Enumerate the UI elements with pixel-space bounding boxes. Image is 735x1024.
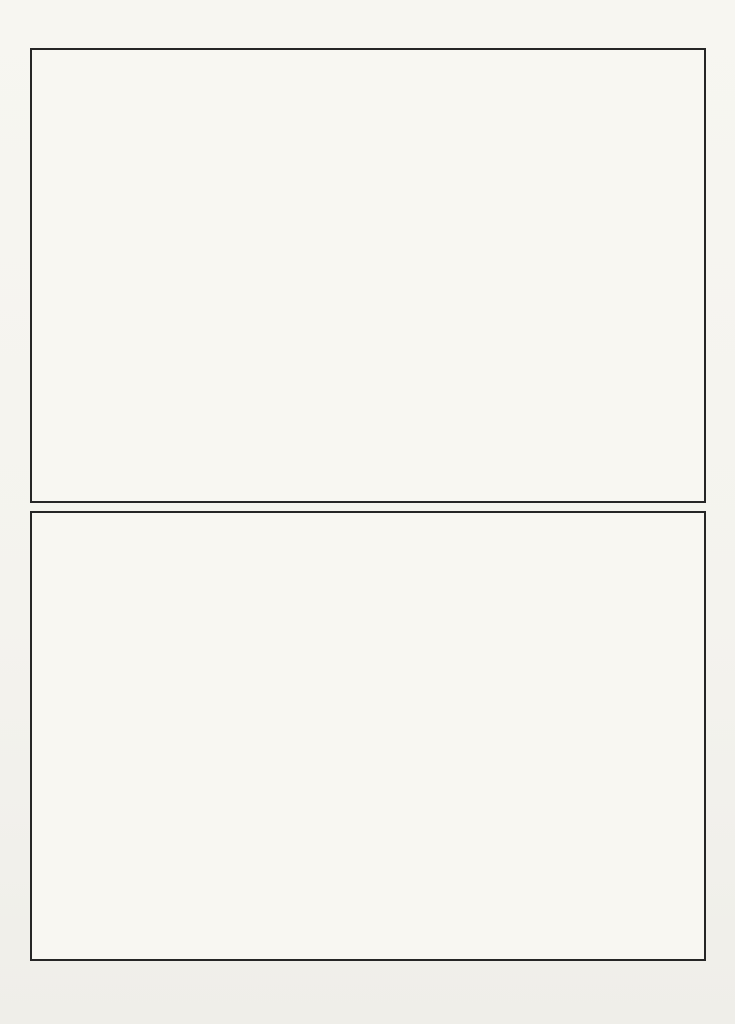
roster-table-bottom	[30, 511, 706, 961]
roster-table-top	[30, 48, 706, 503]
